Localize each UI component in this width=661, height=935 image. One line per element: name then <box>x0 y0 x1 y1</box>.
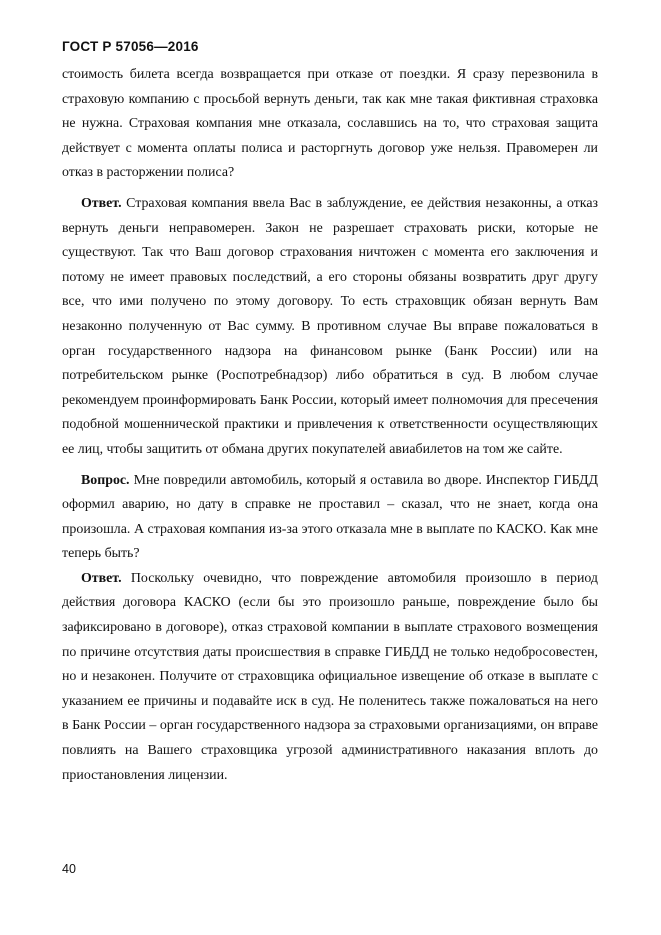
paragraph-text: Поскольку очевидно, что повреждение автомобиля произошло в период действия договора КАСКО (если бы это произошло раньше, повреждение было бы зафиксировано в договоре), отказ страховой компании в выплате страхового возмещения по причине отсутствия даты происшествия в справке ГИБДД не только недобросовестен, но и незаконен. Получите от страховщика официальное извещение об отказе в выплате с указанием ее причины и подавайте иск в суд. Не поленитесь также пожаловаться на него в Банк России – орган государственного надзора за страховыми организациями, он вправе повлиять на Вашего страховщика угрозой административного наказания вплоть до приостановления лицензии. <box>62 570 598 783</box>
answer-paragraph <box>62 192 598 463</box>
question-label: Вопрос. <box>81 472 130 488</box>
answer-paragraph <box>62 567 598 788</box>
question-continuation <box>62 63 598 186</box>
answer-label: Ответ. <box>81 570 122 586</box>
question-paragraph <box>62 469 598 567</box>
document-header: ГОСТ Р 57056—2016 <box>62 39 199 54</box>
page-number: 40 <box>62 862 76 876</box>
paragraph-text: Страховая компания ввела Вас в заблуждение, ее действия незаконны, а отказ вернуть деньги неправомерен. Закон не разрешает страховать риски, которые не существуют. Так что Ваш договор страхования ничтожен с момента его заключения и потому не имеет правовых последствий, а его стороны обязаны возвратить друг другу все, что ими получено по этому договору. То есть страховщик обязан вернуть Вам незаконно полученную от Вас сумму. В противном случае Вы вправе пожаловаться в орган государственного надзора на финансовом рынке (Банк России) или на потребительском рынке (Роспотребнадзор) либо обратиться в суд. В любом случае рекомендуем проинформировать Банк России, который имеет полномочия для пресечения подобной мошеннической практики и привлечения к ответственности осуществляющих ее лиц, чтобы защитить от обмана других покупателей авиабилетов на том же сайте. <box>62 195 598 457</box>
paragraph-text: стоимость билета всегда возвращается при отказе от поездки. Я сразу перезвонила в страховую компанию с просьбой вернуть деньги, так как мне такая фиктивная страховка не нужна. Страховая компания мне отказала, сославшись на то, что страховая защита действует с момента оплаты полиса и расторгнуть договор уже нельзя. Правомерен ли отказ в расторжении полиса? <box>62 67 598 181</box>
paragraph-text: Мне повредили автомобиль, который я оставила во дворе. Инспектор ГИБДД оформил аварию, но дату в справке не проставил – сказал, что не знает, когда она произошла. А страховая компания из-за этого отказала мне в выплате по КАСКО. Как мне теперь быть? <box>62 472 598 562</box>
answer-label: Ответ. <box>81 195 122 211</box>
document-body <box>62 63 598 788</box>
